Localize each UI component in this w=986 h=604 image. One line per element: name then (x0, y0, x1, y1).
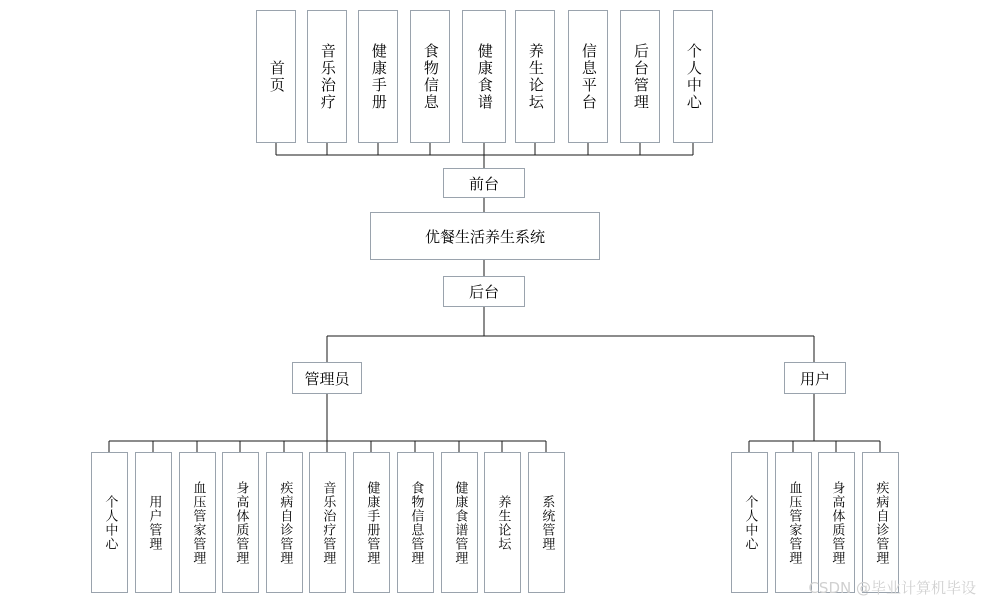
admin-node-label: 个人中心 (102, 494, 118, 551)
admin-node-label: 健康手册管理 (364, 480, 380, 565)
admin-node-label: 用户管理 (146, 494, 162, 551)
backend-group-label: 后台 (468, 283, 499, 301)
user-node-label: 疾病自诊管理 (873, 480, 889, 565)
system-root-label: 优餐生活养生系统 (424, 227, 545, 246)
frontend-node-label: 养生论坛 (526, 42, 545, 111)
frontend-node-label: 食物信息 (421, 42, 440, 111)
frontend-node-label: 个人中心 (684, 42, 703, 111)
admin-node-1[interactable] (91, 452, 128, 593)
frontend-group-label: 前台 (468, 174, 499, 193)
admin-node-label: 身高体质管理 (233, 480, 249, 565)
admin-node-3[interactable] (179, 452, 216, 593)
admin-node-7[interactable] (353, 452, 390, 593)
frontend-node-label: 健康食谱 (475, 42, 494, 111)
admin-node-label: 食物信息管理 (408, 480, 424, 565)
user-role-label: 用户 (799, 369, 830, 388)
admin-role-node[interactable] (292, 362, 362, 394)
frontend-node-9[interactable] (673, 10, 713, 143)
backend-group-node[interactable] (443, 276, 525, 307)
system-root-node[interactable] (370, 212, 600, 260)
admin-node-9[interactable] (441, 452, 478, 593)
admin-node-2[interactable] (135, 452, 172, 593)
frontend-group-node[interactable] (443, 168, 525, 198)
admin-node-6[interactable] (309, 452, 346, 593)
admin-role-label: 管理员 (304, 369, 350, 388)
frontend-node-label: 首页 (267, 59, 286, 94)
frontend-node-1[interactable] (256, 10, 296, 143)
admin-node-4[interactable] (222, 452, 259, 593)
frontend-node-8[interactable] (620, 10, 660, 143)
user-role-node[interactable] (784, 362, 846, 394)
admin-node-10[interactable] (484, 452, 521, 593)
user-node-1[interactable] (731, 452, 768, 593)
admin-node-label: 系统管理 (539, 494, 555, 551)
watermark-text: CSDN @毕业计算机毕设 (808, 579, 976, 597)
frontend-node-7[interactable] (568, 10, 608, 143)
admin-node-label: 健康食谱管理 (452, 480, 468, 565)
user-node-label: 身高体质管理 (829, 480, 845, 565)
admin-node-11[interactable] (528, 452, 565, 593)
frontend-node-label: 音乐治疗 (318, 42, 337, 111)
frontend-node-label: 健康手册 (369, 42, 388, 111)
user-node-4[interactable] (862, 452, 899, 593)
user-node-label: 血压管家管理 (786, 480, 802, 565)
frontend-node-6[interactable] (515, 10, 555, 143)
admin-node-label: 养生论坛 (495, 494, 511, 551)
user-node-3[interactable] (818, 452, 855, 593)
admin-node-label: 疾病自诊管理 (277, 480, 293, 565)
frontend-node-2[interactable] (307, 10, 347, 143)
admin-node-8[interactable] (397, 452, 434, 593)
frontend-node-5[interactable] (462, 10, 506, 143)
admin-node-label: 音乐治疗管理 (320, 480, 336, 565)
user-node-2[interactable] (775, 452, 812, 593)
frontend-node-label: 信息平台 (579, 42, 598, 111)
user-node-label: 个人中心 (742, 494, 758, 551)
frontend-node-3[interactable] (358, 10, 398, 143)
admin-node-5[interactable] (266, 452, 303, 593)
frontend-node-label: 后台管理 (631, 42, 650, 111)
admin-node-label: 血压管家管理 (190, 480, 206, 565)
frontend-node-4[interactable] (410, 10, 450, 143)
